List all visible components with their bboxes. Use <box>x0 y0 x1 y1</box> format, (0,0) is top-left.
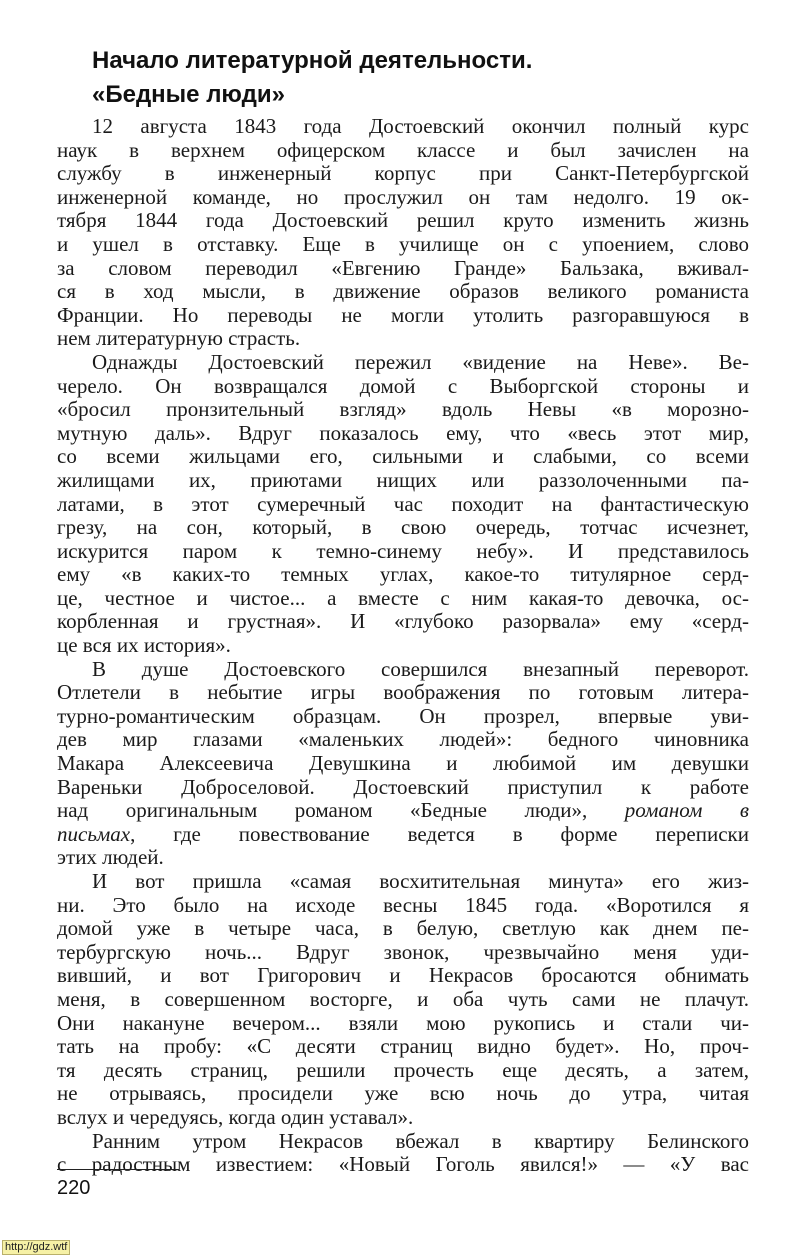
text-line: тать на пробу: «С десяти страниц видно будет». Но, проч- <box>57 1035 749 1059</box>
text-line: с радостным известием: «Новый Гоголь явился!» — «У вас <box>57 1153 749 1177</box>
text-line: со всеми жильцами его, сильными и слабыми, со всеми <box>57 445 749 469</box>
text-line: В душе Достоевского совершился внезапный переворот. <box>92 657 749 681</box>
text-line: грезу, на сон, который, в свою очередь, тотчас исчезнет, <box>57 516 749 540</box>
italic-term: романом в <box>624 799 749 823</box>
text-line: ся в ход мысли, в движение образов великого романиста <box>57 280 749 304</box>
text-line: не отрываясь, просидели уже всю ночь до утра, читая <box>57 1082 749 1106</box>
text-line: корбленная и грустная». И «глубоко разорвала» ему «серд- <box>57 610 749 634</box>
text-line: И вот пришла «самая восхитительная минута» его жиз- <box>92 870 749 893</box>
text-fragment: , где повествование ведется в форме переписки <box>130 822 749 846</box>
section-heading <box>92 44 752 112</box>
section-heading-line-1: Начало литературной деятельности. <box>92 47 533 74</box>
text-line: службу в инженерный корпус при Санкт-Петербургской <box>57 162 749 186</box>
text-line: 12 августа 1843 года Достоевский окончил полный курс <box>92 115 749 138</box>
text-line: этих людей. <box>57 846 164 870</box>
watermark-link[interactable]: http://gdz.wtf <box>2 1240 70 1255</box>
text-fragment: над оригинальным романом «Бедные люди», <box>57 799 588 823</box>
text-line: «бросил пронзительный взгляд» вдоль Невы «в морозно- <box>57 398 749 422</box>
text-line: турно-романтическим образцам. Он прозрел, впервые уви- <box>57 704 749 728</box>
text-line: ему «в каких-то темных углах, какое-то титулярное серд- <box>57 563 749 587</box>
text-line: Ранним утром Некрасов вбежал в квартиру Белинского <box>92 1129 749 1153</box>
text-line: латами, в этот сумеречный час походит на фантастическую <box>57 492 749 516</box>
text-line: тербургскую ночь... Вдруг звонок, чрезвычайно меня уди- <box>57 940 749 964</box>
text-line: черело. Он возвращался домой с Выборгской стороны и <box>57 374 749 398</box>
text-line: жилищами их, приютами нищих или раззолоченными па- <box>57 468 749 492</box>
footnote-rule <box>57 1169 179 1170</box>
text-line: инженерной команде, но прослужил он там недолго. 19 ок- <box>57 185 749 209</box>
text-line: це, честное и чистое... а вместе с ним какая-то девочка, ос- <box>57 586 749 610</box>
text-line: меня, в совершенном восторге, и оба чуть сами не плачут. <box>57 987 749 1011</box>
body-text <box>57 115 749 1177</box>
text-line: вивший, и вот Григорович и Некрасов бросаются обнимать <box>57 964 749 988</box>
text-line: Отлетели в небытие игры воображения по готовым литера- <box>57 681 749 705</box>
text-line: нем литературную страсть. <box>57 327 301 351</box>
text-line: це вся их история». <box>57 634 231 658</box>
text-line: Однажды Достоевский пережил «видение на Неве». Ве- <box>92 350 749 374</box>
text-line: за словом переводил «Евгению Гранде» Бальзака, вживал- <box>57 256 749 280</box>
text-line: Вареньки Доброселовой. Достоевский приступил к работе <box>57 775 749 799</box>
text-line: Франции. Но переводы не могли утолить разгоравшуюся в <box>57 303 749 327</box>
text-line-with-italic <box>57 823 749 847</box>
text-line: искурится паром к темно-синему небу». И представилось <box>57 539 749 563</box>
page-number: 220 <box>57 1177 91 1199</box>
text-line: и ушел в отставку. Еще в училище он с упоением, слово <box>57 232 749 256</box>
text-line: наук в верхнем офицерском классе и был зачислен на <box>57 138 749 162</box>
text-line: вслух и чередуясь, когда один уставал». <box>57 1105 414 1129</box>
text-line: домой уже в четыре часа, в белую, светлую как днем пе- <box>57 917 749 941</box>
text-line: Они накануне вечером... взяли мою рукопись и стали чи- <box>57 1011 749 1035</box>
text-line: Макара Алексеевича Девушкина и любимой им девушки <box>57 752 749 776</box>
text-line: ни. Это было на исходе весны 1845 года. «Воротился я <box>57 893 749 917</box>
text-line: тября 1844 года Достоевский решил круто изменить жизнь <box>57 209 749 233</box>
section-heading-line-2: «Бедные люди» <box>92 81 285 108</box>
text-line: дев мир глазами «маленьких людей»: бедного чиновника <box>57 728 749 752</box>
italic-term: письмах <box>57 822 131 846</box>
text-line: мутную даль». Вдруг показалось ему, что «весь этот мир, <box>57 421 749 445</box>
text-line: тя десять страниц, решили прочесть еще десять, а затем, <box>57 1058 749 1082</box>
text-line-with-italic <box>57 799 749 823</box>
